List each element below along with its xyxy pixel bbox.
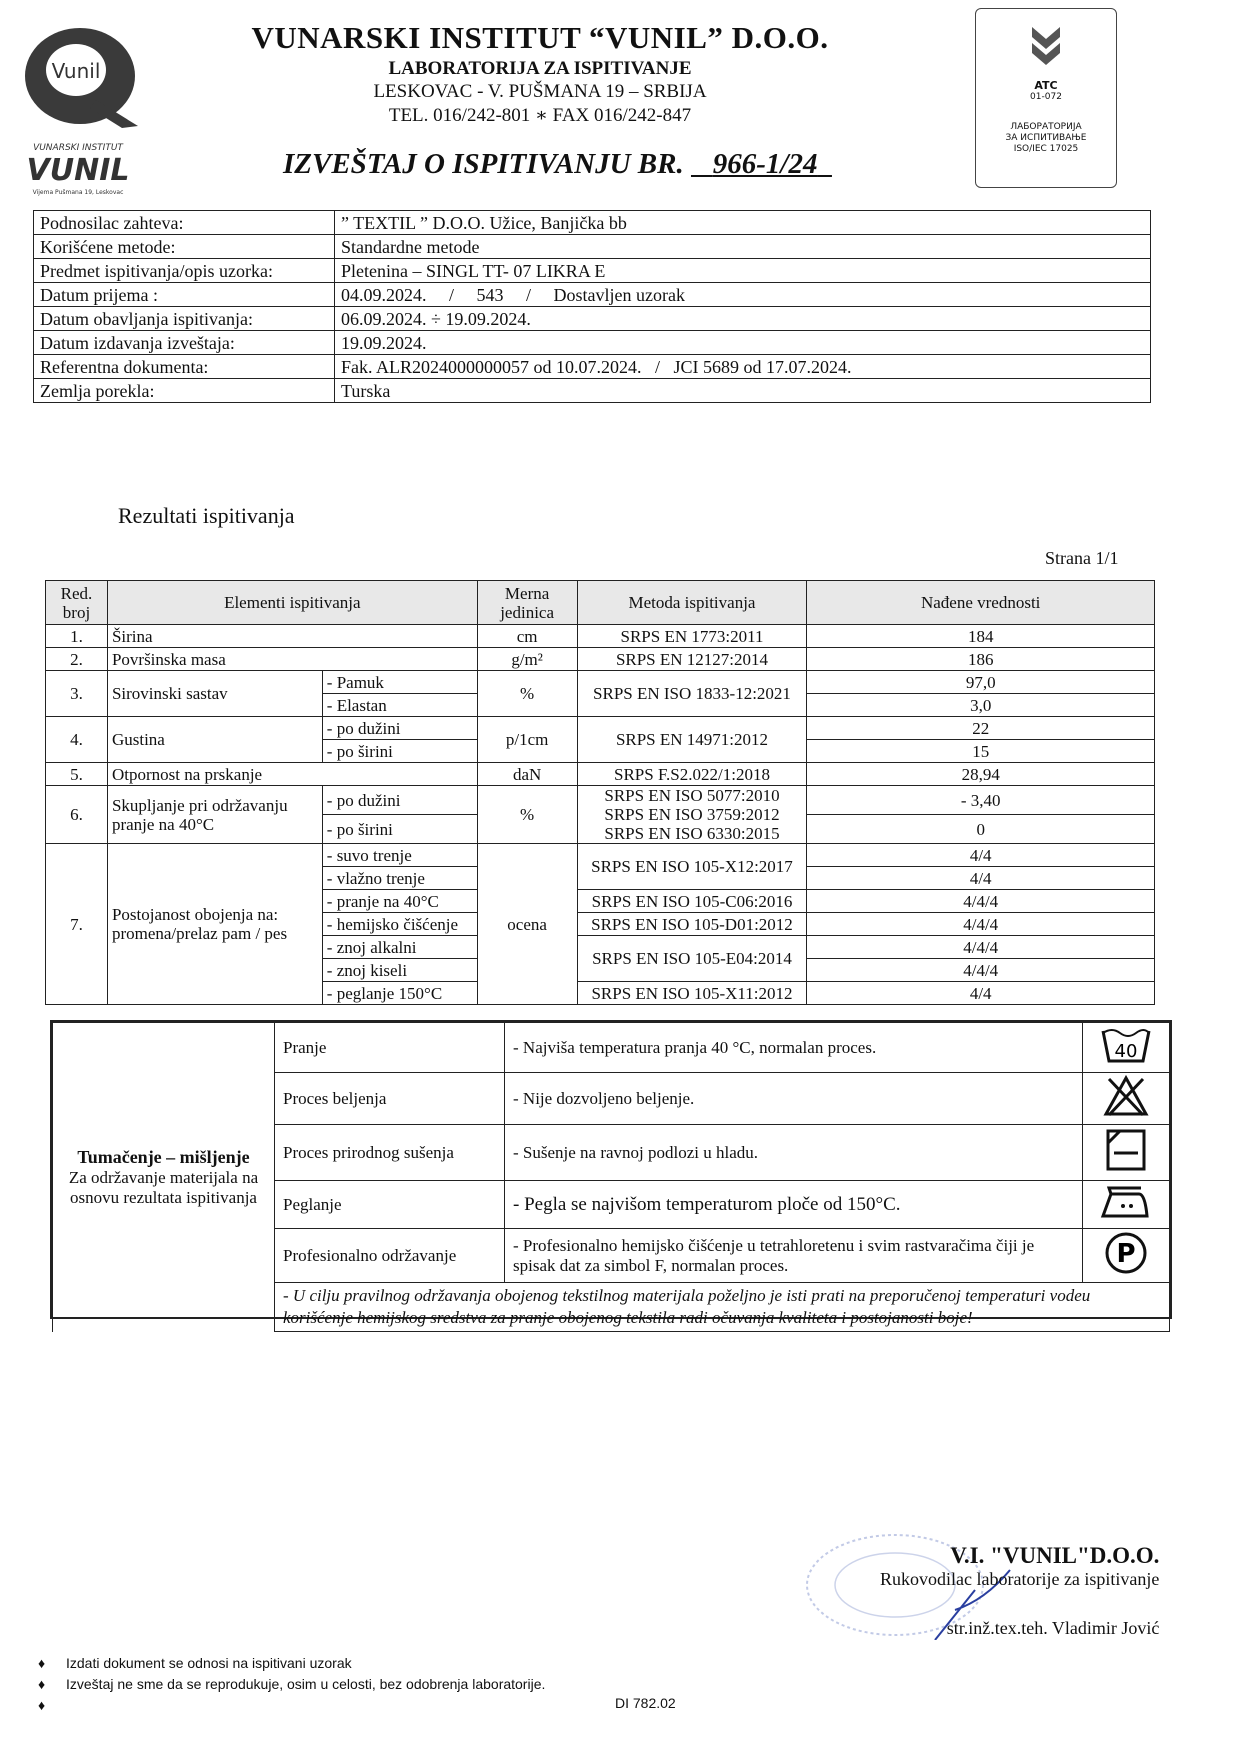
care-interpretation-box bbox=[50, 1020, 1172, 1327]
flat-dry-shade-icon bbox=[1083, 1125, 1170, 1181]
report-title: IZVEŠTAJ O ISPITIVANJU BR. 966-1/24 bbox=[283, 148, 832, 181]
info-key: Zemlja porekla: bbox=[34, 379, 335, 403]
info-row bbox=[34, 307, 1151, 331]
info-row bbox=[34, 379, 1151, 403]
svg-text:Vunil: Vunil bbox=[51, 59, 101, 83]
vunil-logo bbox=[18, 18, 148, 198]
header-unit: Merna jedinica bbox=[477, 581, 577, 625]
results-table: Red. broj Elementi ispitivanja Merna jedinica Metoda ispitivanja Nađene vrednosti 1. Širina cm SRPS EN 1773:2011 184 2. Površinska masa g/m² SRPS EN 12127:2014 186 3. Sirovinski sastav - Pamuk % SRPS EN ISO 1833-12:2021 97,0 - Elastan 3,0 4. Gustina - po dužini p/1cm SRPS EN 14971:2012 22 - po širini 15 5. Otpornost na prskanje daN SRPS F.S2.022/1:2018 28,94 6. Skupljanje pri održavanju pranje na 40°C - po dužini % SRPS EN ISO 5077:2010 SRPS EN ISO 3759:2012 SRPS EN ISO 6330:2015 - 3,40 - po širini 0 7. Postojanost obojenja na: promena/prelaz pam / pes - suvo trenje ocena SRPS EN ISO 105-X12:2017 4/4 - vlažno trenje 4/4 - pranje na 40°C SRPS EN ISO 105-C06:2016 4/4/4 - hemijsko čišćenje SRPS EN ISO 105-D01:2012 4/4/4 - znoj alkalni SRPS EN ISO 105-E04:2014 4/4/4 - znoj kiseli 4/4/4 - peglanje 150°C SRPS EN ISO 105-X11:2012 4/4 bbox=[45, 580, 1155, 1005]
header-method: Metoda ispitivanja bbox=[577, 581, 807, 625]
iron-icon bbox=[1083, 1181, 1170, 1229]
info-row bbox=[34, 331, 1151, 355]
signature-name: str.inž.tex.teh. Vladimir Jović bbox=[946, 1618, 1160, 1638]
care-note: - U cilju pravilnog održavanja obojenog tekstilnog materijala poželjno je isti prati na preporučenoj temperaturi vodeu korišćenje hemijskog sredstva za pranje obojenog tekstila radi očuvanja kvaliteta i postojanosti boje! bbox=[275, 1283, 1170, 1332]
info-value: 04.09.2024. / 543 / Dostavljen uzorak bbox=[335, 283, 1151, 307]
header-block bbox=[250, 20, 830, 127]
info-row bbox=[34, 211, 1151, 235]
info-row bbox=[34, 235, 1151, 259]
care-table: Tumačenje – mišljenje Za održavanje materijala na osnovu rezultata ispitivanja Pranje - Najviša temperatura pranja 40 °C, normalan proces. 40 Proces beljenja - Nije dozvoljeno beljenje. Proces prirodnog sušenja - Sušenje na ravnoj podlozi u hladu. Peglanje - Pegla se najvišom temperaturom ploče od 150°C. Profesionalno održavanje - Profesionalno hemijsko čišćenje u tetrahloretenu i svim rastvaračima čiji je spisak dat za simbol F, normalan proces. P - U cilju pravilnog održavanja obojenog tekstilnog materijala poželjno je isti prati na preporučenoj temperaturi vodeu korišćenje hemijskog sredstva za pranje obojenog tekstila radi očuvanja kvaliteta i postojanosti boje! bbox=[52, 1022, 1170, 1332]
info-value: Pletenina – SINGL TT- 07 LIKRA E bbox=[335, 259, 1151, 283]
professional-p-icon bbox=[1083, 1229, 1170, 1283]
page-number: Strana 1/1 bbox=[1045, 548, 1119, 568]
header-value: Nađene vrednosti bbox=[807, 581, 1155, 625]
info-key: Podnosilac zahteva: bbox=[34, 211, 335, 235]
results-heading: Rezultati ispitivanja bbox=[118, 503, 295, 528]
info-value: 06.09.2024. ÷ 19.09.2024. bbox=[335, 307, 1151, 331]
svg-text:P: P bbox=[1116, 1239, 1136, 1269]
info-key: Datum obavljanja ispitivanja: bbox=[34, 307, 335, 331]
bullet-icon: ♦ bbox=[38, 1697, 46, 1713]
accreditation-badge: ATC 01-072 ЛАБОРАТОРИЈА ЗА ИСПИТИВАЊЕ ISO/IEC 17025 bbox=[975, 8, 1117, 188]
signature-block bbox=[880, 1543, 1159, 1639]
bullet-icon: ♦ bbox=[38, 1655, 46, 1671]
bullet-icon: ♦ bbox=[38, 1676, 46, 1692]
info-value: ” TEXTIL ” D.O.O. Užice, Banjička bb bbox=[335, 211, 1151, 235]
info-row bbox=[34, 259, 1151, 283]
request-info-table bbox=[33, 210, 1151, 403]
institute-name: VUNARSKI INSTITUT “VUNIL” D.O.O. bbox=[251, 20, 829, 55]
wash-40-icon bbox=[1083, 1023, 1170, 1073]
report-number: 966-1/24 bbox=[712, 148, 818, 180]
svg-text:VUNIL: VUNIL bbox=[26, 153, 130, 188]
no-bleach-icon bbox=[1083, 1073, 1170, 1125]
info-key: Predmet ispitivanja/opis uzorka: bbox=[34, 259, 335, 283]
info-value: 19.09.2024. bbox=[335, 331, 1151, 355]
info-key: Datum prijema : bbox=[34, 283, 335, 307]
svg-text:VUNARSKI INSTITUT: VUNARSKI INSTITUT bbox=[33, 143, 123, 153]
header-element: Elementi ispitivanja bbox=[107, 581, 477, 625]
info-value: Fak. ALR2024000000057 od 10.07.2024. / JCI 5689 od 17.07.2024. bbox=[335, 355, 1151, 379]
svg-text:40: 40 bbox=[1114, 1041, 1138, 1062]
signature-role: Rukovodilac laboratorije za ispitivanje bbox=[880, 1569, 1160, 1589]
info-value: Turska bbox=[335, 379, 1151, 403]
footer-notes: ♦ Izdati dokument se odnosi na ispitivani uzorak ♦ Izveštaj ne sme da se reprodukuje, osim u celosti, bez odobrenja laboratorije. ♦ bbox=[38, 1653, 545, 1716]
phone-fax: TEL. 016/242-801 ∗ FAX 016/242-847 bbox=[388, 105, 692, 126]
info-key: Korišćene metode: bbox=[34, 235, 335, 259]
info-value: Standardne metode bbox=[335, 235, 1151, 259]
info-key: Datum izdavanja izveštaja: bbox=[34, 331, 335, 355]
info-key: Referentna dokumenta: bbox=[34, 355, 335, 379]
header-no: Red. broj bbox=[46, 581, 108, 625]
atc-emblem-icon bbox=[1026, 23, 1066, 71]
signature-company: V.I. "VUNIL"D.O.O. bbox=[950, 1543, 1160, 1568]
address: LESKOVAC - V. PUŠMANA 19 – SRBIJA bbox=[373, 81, 707, 102]
info-row bbox=[34, 355, 1151, 379]
table-row-no: 1. bbox=[46, 625, 108, 648]
table-row-name: Širina bbox=[107, 625, 477, 648]
info-row bbox=[34, 283, 1151, 307]
document-id: DI 782.02 bbox=[615, 1695, 676, 1711]
interpretation-label: Tumačenje – mišljenje Za održavanje materijala na osnovu rezultata ispitivanja bbox=[53, 1023, 275, 1332]
svg-text:Vijema Pušmana 19, Leskovac: Vijema Pušmana 19, Leskovac bbox=[32, 189, 124, 196]
lab-name: LABORATORIJA ZA ISPITIVANJE bbox=[388, 58, 692, 79]
